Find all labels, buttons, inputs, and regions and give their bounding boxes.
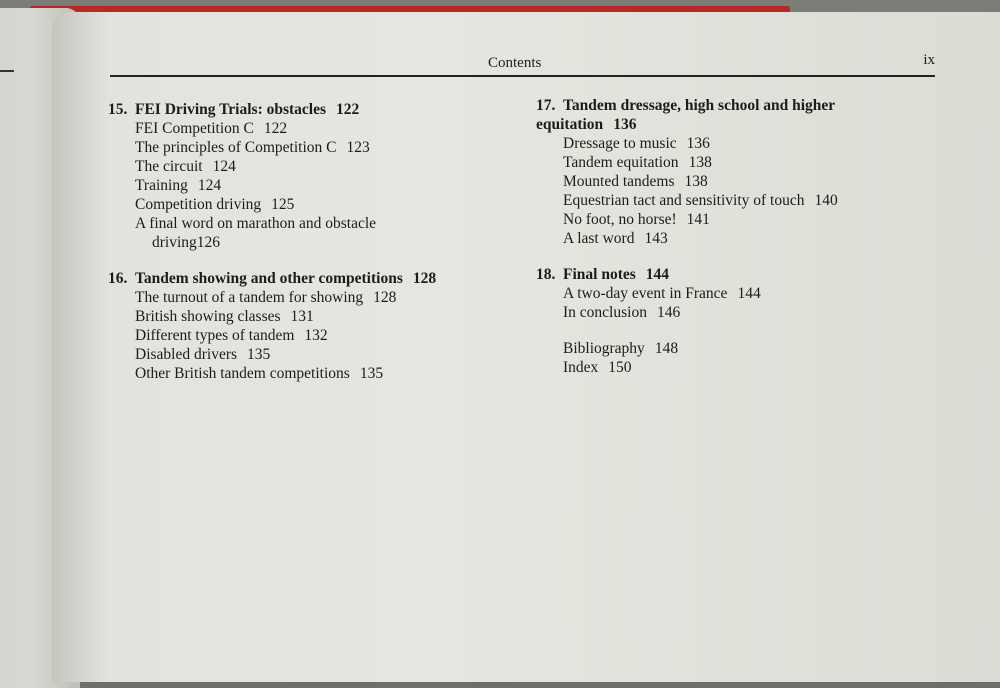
chapter-title-continued: equitation <box>536 116 604 133</box>
chapter-number: 16. <box>108 270 128 287</box>
entry-title: Other British tandem competitions <box>135 365 350 382</box>
chapter-title: FEI Driving Trials: obstacles <box>135 101 327 118</box>
page-number: ix <box>923 52 935 68</box>
entry-title: Different types of tandem <box>135 327 295 344</box>
entry-page: 144 <box>737 285 761 302</box>
entry-title: British showing classes <box>135 308 281 325</box>
toc-left-column <box>108 100 528 383</box>
toc-entry <box>108 195 528 214</box>
entry-title: Disabled drivers <box>135 346 238 363</box>
toc-entry <box>536 191 936 210</box>
entry-page: 125 <box>271 196 295 213</box>
chapter-17-heading <box>536 96 936 115</box>
entry-title: Training <box>135 177 188 194</box>
entry-page: 146 <box>656 304 681 321</box>
toc-entry <box>536 172 936 191</box>
entry-page: 143 <box>644 230 668 247</box>
entry-title: Tandem equitation <box>563 154 679 171</box>
header-rule <box>110 75 935 77</box>
entry-page: 138 <box>684 173 708 190</box>
toc-entry <box>536 303 936 322</box>
chapter-title: Final notes <box>563 266 636 283</box>
entry-page: 140 <box>814 192 838 209</box>
toc-back-matter-entry <box>536 339 936 358</box>
entry-page: 122 <box>263 120 288 137</box>
toc-entry <box>536 153 936 172</box>
toc-entry <box>536 134 936 153</box>
chapter-page: 128 <box>412 270 437 287</box>
toc-entry <box>536 210 936 229</box>
entry-title: Index <box>563 359 599 376</box>
entry-page: 131 <box>290 308 314 325</box>
toc-entry <box>108 364 528 383</box>
toc-entry-wrapped-line2 <box>108 233 528 252</box>
chapter-page: 136 <box>613 116 637 133</box>
entry-title: Mounted tandems <box>563 173 675 190</box>
entry-title: Bibliography <box>563 340 645 357</box>
entry-title: A final word on marathon and obstacle <box>135 215 377 232</box>
chapter-number: 15. <box>108 101 128 118</box>
toc-entry <box>108 345 528 364</box>
entry-title: Competition driving <box>135 196 262 213</box>
entry-title: The principles of Competition C <box>135 139 337 156</box>
toc-entry <box>536 284 936 303</box>
entry-title: FEI Competition C <box>135 120 254 137</box>
toc-entry <box>108 176 528 195</box>
entry-page: 132 <box>304 327 328 344</box>
entry-title-continued: driving <box>152 234 197 251</box>
chapter-18-heading <box>536 265 936 284</box>
entry-page: 124 <box>212 158 236 175</box>
entry-page: 141 <box>686 211 710 228</box>
toc-entry <box>108 119 528 138</box>
running-header-title: Contents <box>488 55 542 71</box>
chapter-15-heading <box>108 100 528 119</box>
entry-page: 150 <box>608 359 632 376</box>
toc-entry <box>536 229 936 248</box>
entry-title: A last word <box>563 230 635 247</box>
entry-title: The turnout of a tandem for showing <box>135 289 364 306</box>
entry-page: 123 <box>346 139 370 156</box>
entry-title: Dressage to music <box>563 135 677 152</box>
entry-title: The circuit <box>135 158 203 175</box>
toc-entry-wrapped-line1 <box>108 214 528 233</box>
chapter-title: Tandem showing and other competitions <box>135 270 403 287</box>
toc-entry <box>108 157 528 176</box>
chapter-number: 18. <box>536 266 556 283</box>
chapter-number: 17. <box>536 97 556 114</box>
entry-page: 135 <box>359 365 384 382</box>
toc-back-matter-entry <box>536 358 936 377</box>
chapter-17-heading-cont <box>536 115 936 134</box>
entry-page: 135 <box>247 346 271 363</box>
entry-page: 138 <box>688 154 712 171</box>
chapter-16-heading <box>108 269 528 288</box>
entry-page: 128 <box>373 289 397 306</box>
toc-entry <box>108 288 528 307</box>
chapter-page: 144 <box>645 266 670 283</box>
entry-page: 148 <box>654 340 679 357</box>
toc-entry <box>108 326 528 345</box>
entry-page: 126 <box>196 234 221 251</box>
entry-page: 136 <box>686 135 710 152</box>
chapter-page: 122 <box>336 101 360 118</box>
page-mark <box>0 70 14 72</box>
entry-page: 124 <box>197 177 222 194</box>
toc-right-column <box>536 96 936 377</box>
chapter-title: Tandem dressage, high school and higher <box>563 97 836 114</box>
running-header <box>110 52 935 76</box>
entry-title: A two-day event in France <box>563 285 728 302</box>
entry-title: Equestrian tact and sensitivity of touch <box>563 192 805 209</box>
entry-title: No foot, no horse! <box>563 211 677 228</box>
toc-entry <box>108 307 528 326</box>
entry-title: In conclusion <box>563 304 647 321</box>
toc-entry <box>108 138 528 157</box>
